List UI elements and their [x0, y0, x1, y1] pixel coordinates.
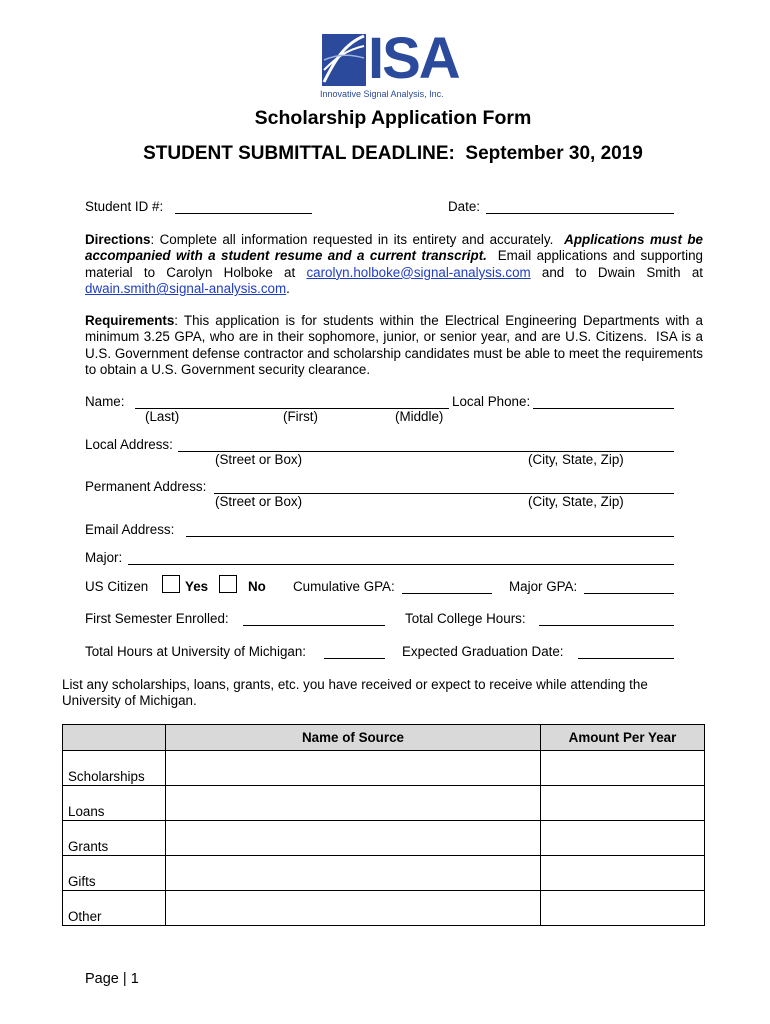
other-amount-cell[interactable]: [541, 891, 705, 926]
permanent-address-label: Permanent Address:: [85, 479, 207, 494]
page-number: Page | 1: [85, 971, 139, 987]
grants-source-cell[interactable]: [166, 821, 541, 856]
directions-paragraph: [85, 232, 707, 298]
table-row: [63, 856, 705, 891]
form-title: Scholarship Application Form: [254, 107, 532, 129]
major-label: Major:: [85, 550, 123, 565]
local-street-caption: (Street or Box): [215, 452, 303, 467]
row-label-loans: Loans: [63, 786, 166, 821]
name-first-caption: (First): [283, 409, 318, 424]
expected-graduation-label: Expected Graduation Date:: [402, 644, 564, 659]
logo-tagline: Innovative Signal Analysis, Inc.: [320, 89, 444, 99]
directions-text-4: .: [286, 281, 290, 297]
local-phone-field[interactable]: [533, 408, 674, 409]
company-logo: [320, 26, 466, 104]
local-address-label: Local Address:: [85, 437, 173, 452]
total-college-hours-label: Total College Hours:: [405, 611, 526, 626]
total-hours-um-field[interactable]: [324, 658, 385, 659]
directions-text-2: Email applications and supporting material to Carolyn Holboke at: [85, 248, 707, 280]
total-college-hours-field[interactable]: [539, 625, 674, 626]
loans-source-cell[interactable]: [166, 786, 541, 821]
expected-graduation-field[interactable]: [578, 658, 674, 659]
gifts-source-cell[interactable]: [166, 856, 541, 891]
logo-brand-text: ISA: [368, 26, 459, 91]
yes-checkbox[interactable]: [162, 575, 180, 593]
name-middle-caption: (Middle): [395, 409, 444, 424]
major-gpa-field[interactable]: [584, 593, 674, 594]
email-field[interactable]: [186, 536, 674, 537]
dwain-email-link[interactable]: dwain.smith@signal-analysis.com: [85, 281, 287, 297]
directions-label: Directions: [85, 232, 151, 247]
table-row: [63, 751, 705, 786]
gifts-amount-cell[interactable]: [541, 856, 705, 891]
total-hours-um-label: Total Hours at University of Michigan:: [85, 644, 307, 659]
requirements-text: : This application is for students within the Electrical Engineering Departments with a minimum 3.25 GPA, who are in their sophomore, junior, or senior year, and are U.S. Citizens. ISA is a U.S. Government defense contractor and scholarship candidates must be able to meet the requirements to obtain a U.S. Government security clearance.: [85, 313, 707, 378]
other-source-cell[interactable]: [166, 891, 541, 926]
no-checkbox[interactable]: [219, 575, 237, 593]
student-id-field[interactable]: [175, 213, 312, 214]
permanent-city-caption: (City, State, Zip): [528, 494, 624, 509]
requirements-label: Requirements: [85, 313, 175, 328]
date-field[interactable]: [486, 213, 674, 214]
local-phone-label: Local Phone:: [452, 394, 531, 409]
row-label-scholarships: Scholarships: [63, 751, 166, 786]
date-label: Date:: [448, 199, 481, 214]
first-semester-label: First Semester Enrolled:: [85, 611, 229, 626]
major-gpa-label: Major GPA:: [509, 579, 578, 594]
row-label-gifts: Gifts: [63, 856, 166, 891]
header-cell-amount-per-year: Amount Per Year: [541, 725, 705, 751]
header-cell-category: [63, 725, 166, 751]
funding-sources-table: [62, 724, 705, 926]
yes-label: Yes: [185, 579, 209, 594]
table-row: [63, 821, 705, 856]
cumulative-gpa-label: Cumulative GPA:: [293, 579, 395, 594]
no-label: No: [248, 579, 266, 594]
name-last-caption: (Last): [145, 409, 180, 424]
local-city-caption: (City, State, Zip): [528, 452, 624, 467]
carolyn-email-link[interactable]: carolyn.holboke@signal-analysis.com: [306, 264, 531, 280]
table-header-row: [63, 725, 705, 751]
row-label-other: Other: [63, 891, 166, 926]
row-label-grants: Grants: [63, 821, 166, 856]
header-cell-name-of-source: Name of Source: [166, 725, 541, 751]
major-field[interactable]: [128, 564, 674, 565]
loans-amount-cell[interactable]: [541, 786, 705, 821]
table-row: [63, 786, 705, 821]
name-label: Name:: [85, 394, 125, 409]
scholarships-source-cell[interactable]: [166, 751, 541, 786]
permanent-street-caption: (Street or Box): [215, 494, 303, 509]
grants-amount-cell[interactable]: [541, 821, 705, 856]
deadline-heading: STUDENT SUBMITTAL DEADLINE: September 30, 2019: [143, 143, 643, 164]
directions-requirement: Applications must be accompanied with a student resume and a current transcript.: [85, 232, 703, 264]
directions-text-3: and to Dwain Smith at: [530, 264, 707, 280]
student-id-label: Student ID #:: [85, 199, 164, 214]
email-label: Email Address:: [85, 522, 175, 537]
requirements-paragraph: [85, 313, 707, 379]
list-prompt: List any scholarships, loans, grants, etc. you have received or expect to receive while attending the University of Michigan.: [62, 677, 648, 709]
scholarships-amount-cell[interactable]: [541, 751, 705, 786]
first-semester-field[interactable]: [243, 625, 385, 626]
directions-text-1: : Complete all information requested in its entirety and accurately.: [150, 232, 565, 247]
table-row: [63, 891, 705, 926]
us-citizen-label: US Citizen: [85, 579, 149, 594]
cumulative-gpa-field[interactable]: [402, 593, 492, 594]
